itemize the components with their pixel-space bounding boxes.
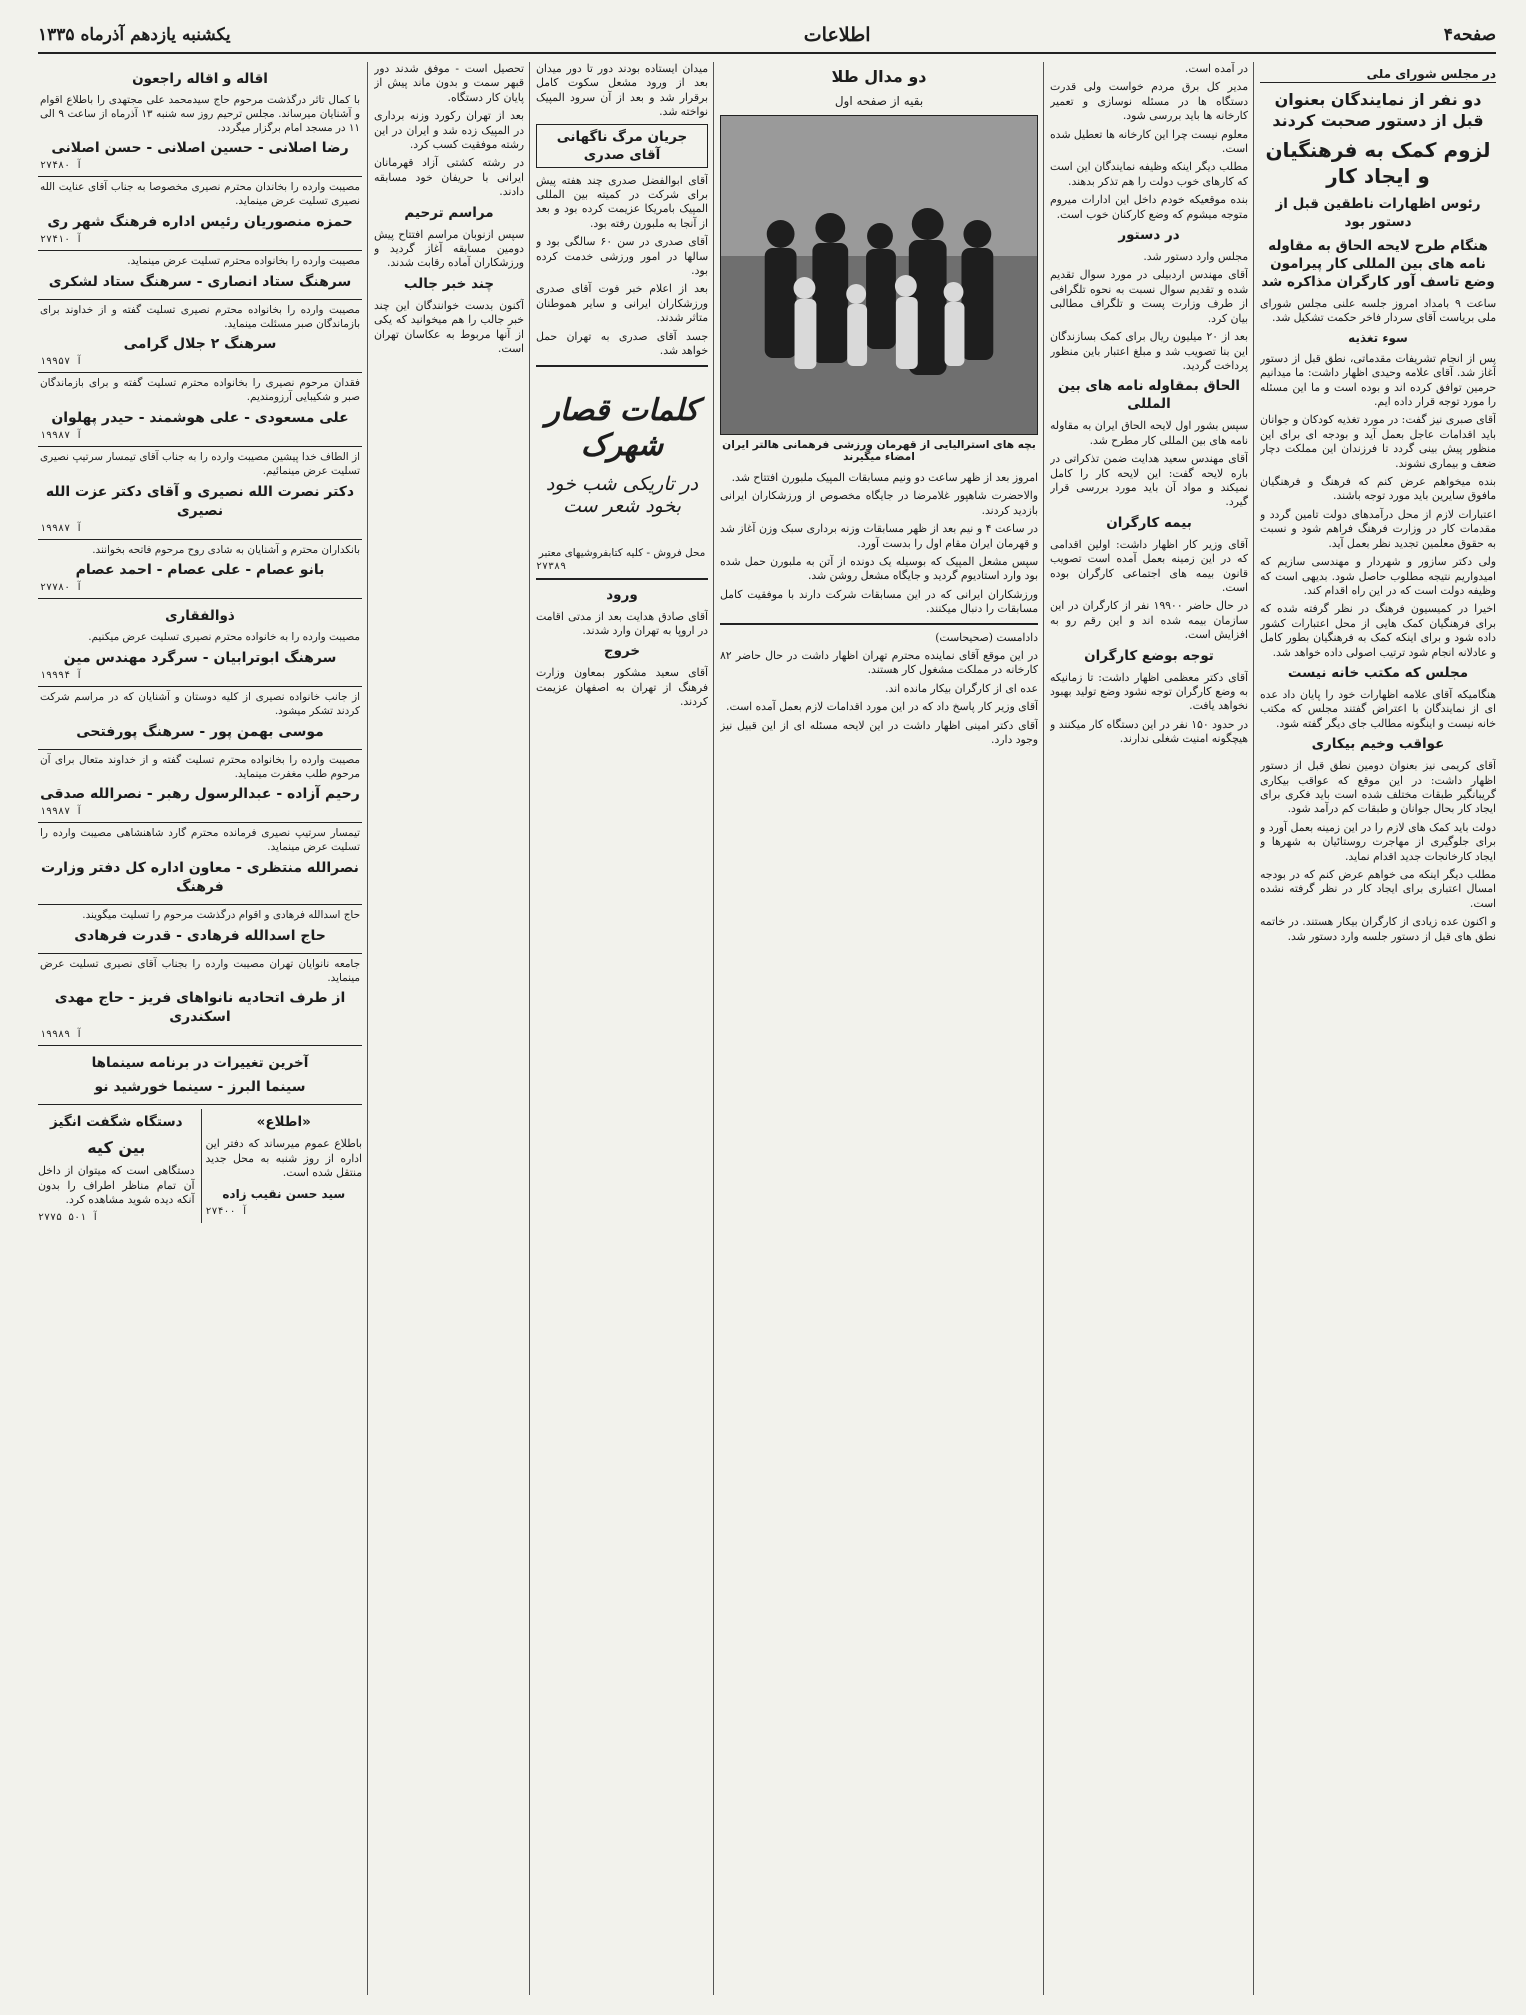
paragraph: آقای مهندس سعید هدایت ضمن تذکراتی در باره لایحه گفت: این لایحه کار را کامل نمیکند و مواد آن باید مورد بررسی قرار گیرد. xyxy=(1050,452,1248,509)
obituary-notice xyxy=(38,251,362,300)
obituary-notice xyxy=(38,599,362,687)
paragraph: آقای دکتر معظمی اظهار داشت: تا زمانیکه به وضع کارگران توجه نشود وضع تولید بهبود نخواهد یافت. xyxy=(1050,670,1248,713)
paragraph: دولت باید کمک های لازم را در این زمینه بعمل آورد و برای جلوگیری از مهاجرت روستائیان به شهرها و ایجاد کارخانجات جدید اقدام نماید. xyxy=(1260,820,1496,863)
column-parliament xyxy=(1260,62,1496,1995)
paragraph: هنگامیکه آقای علامه اظهارات خود را پایان داد عده ای از نمایندگان با اعتراض گفتند مجلس که مکتب خانه نیست و اینگونه مطالب جای دیگر گفته شود. xyxy=(1260,687,1496,730)
news-photo xyxy=(720,115,1038,435)
paragraph: سپس ازنوبان مراسم افتتاح پیش دومین مسابقه آغاز گردید و ورزشکاران آماده رقابت شدند. xyxy=(374,227,524,270)
notice-reference: آ ۱۹۹۸۷ xyxy=(40,806,83,818)
paragraph: دادامست (صحیحاست) xyxy=(935,630,1038,644)
notice-body: تیمسار سرتیپ نصیری فرمانده محترم گارد شاهنشاهی مصیبت وارده را تسلیت عرض مینماید. xyxy=(40,827,360,854)
ad-subtitle: بین کیه xyxy=(87,1138,146,1158)
paragraph: آقای صبری نیز گفت: در مورد تغذیه کودکان و جوانان باید اقدامات عاجل بعمل آید و بودجه ای برای این منظور پیش بینی گردد تا فرزندان این مملکت دچار ضعف و بیماری نشوند. xyxy=(1260,413,1496,470)
notice-body: مصیبت وارده را بخاندان محترم نصیری مخصوصا به جناب آقای عنایت الله نصیری تسلیت عرض مینماید. xyxy=(40,181,360,208)
paragraph: در ساعت ۴ و نیم بعد از ظهر مسابقات وزنه برداری سبک وزن آغاز شد و قهرمان ایران مقام اول را بدست آورد. xyxy=(720,522,1038,550)
paragraph: مدیر کل برق مردم خواست ولی قدرت دستگاه ها در مسئله نوسازی و تعمیر کارخانه ها باید بررسی شود. xyxy=(1050,80,1248,123)
obituary-notice xyxy=(38,905,362,954)
paragraph: عده ای از کارگران بیکار مانده اند. xyxy=(885,681,1038,695)
photo-figures xyxy=(721,116,1037,434)
obituary-notice xyxy=(38,687,362,750)
notice-names: رحیم آزاده - عبدالرسول رهبر - نصرالله صدقی xyxy=(40,786,360,803)
notice-reference: آ ۱۹۹۸۹ xyxy=(40,1029,83,1041)
column-notices xyxy=(38,62,362,1995)
paragraph: مجلس وارد دستور شد. xyxy=(1143,250,1248,264)
bottom-ads xyxy=(38,1109,362,1222)
article-subhead: رئوس اظهارات ناطقین قبل از دستور بود xyxy=(1275,196,1481,230)
paragraph: و اکنون عده زیادی از کارگران بیکار هستند. در خاتمه نطق های قبل از دستور جلسه وارد دستور شد. xyxy=(1260,915,1496,943)
obituary-notice xyxy=(38,300,362,374)
subheading: ورود xyxy=(606,586,638,603)
ad-body: باطلاع عموم میرساند که دفتر این اداره از روز شنبه به محل جدید منتقل شده است. xyxy=(205,1137,362,1180)
book-ad-title: کلمات قصار شهرک xyxy=(545,392,699,463)
paragraph: بعد از ۲۰ میلیون ریال برای کمک بسازندگان این بنا تصویب شد و مبلغ اعتبار باین منظور پرداخت گردید. xyxy=(1050,330,1248,372)
notice-body: از الطاف خدا پیشین مصیبت وارده را به جناب آقای تیمسار سرتیپ نصیری تسلیت عرض مینمائیم. xyxy=(40,450,360,477)
paragraph: آقای ابوالفضل صدری چند هفته پیش برای شرکت در کمیته بین المللی المپیک بامریکا عزیمت کرده بود و بعد از آنجا به ملبورن رفته بود. xyxy=(536,173,708,230)
notice-names: حاج اسدالله فرهادی - قدرت فرهادی xyxy=(74,927,326,944)
paragraph: بنده موقعیکه خودم داخل این ادارات میروم متوجه میشوم که وضع کارکنان خوب است. xyxy=(1050,193,1248,221)
obituary-notice xyxy=(38,750,362,824)
notice-names: موسی بهمن پور - سرهنگ پورفتحی xyxy=(76,723,324,740)
paragraph: اعتبارات لازم از محل درآمدهای دولت تامین گردد و مقدمات کار در وزارت فرهنگ فراهم شود و نسبت به حقوق معلمین تجدید نظر بعمل آید. xyxy=(1260,507,1496,550)
notice-reference: آ ۲۷۴۱۰ xyxy=(40,233,83,245)
paragraph: امروز بعد از ظهر ساعت دو ونیم مسابقات المپیک ملبورن افتتاح شد. xyxy=(731,471,1038,484)
divider xyxy=(536,578,708,580)
notice-title: اقاله و اقاله راجعون xyxy=(132,71,268,87)
paragraph: مطلب دیگر اینکه وظیفه نمایندگان این است که کارهای خوب دولت را هم تذکر بدهند. xyxy=(1050,160,1248,188)
paragraph: آقای وزیر کار اظهار داشت: اولین اقدامی که در این زمینه بعمل آمده است تصویب قانون بیمه های اجتماعی کارگران بوده است. xyxy=(1050,537,1248,594)
notice-body: فقدان مرحوم نصیری را بخانواده محترم تسلیت گفته و برای بازماندگان صبر و شکیبایی آرزومندیم. xyxy=(40,377,360,404)
paragraph: اخیرا در کمیسیون فرهنگ در نظر گرفته شده که برای فرهنگیان کمک هایی از محل اعتبارات کشور داده شود و برای اینکه کمک به فرهنگیان بطور کامل و عادلانه انجام شود ترتیب اصولی داده خواهد شد. xyxy=(1260,602,1496,659)
cinema-notice xyxy=(38,1046,362,1105)
boxed-headline: جریان مرگ ناگهانی آقای صدری xyxy=(536,124,708,168)
paragraph: پس از انجام تشریفات مقدماتی، نطق قبل از دستور آغاز شد. آقای علامه وحیدی اظهار داشت: ما میدانیم حرمین توافق کرده اند و بوده است و ما این مسئله را مورد توجه قرار داده ایم. xyxy=(1260,351,1496,409)
photo-caption: بچه های استرالیایی از قهرمان ورزشی فرهمانی هالتر ایران امضاء میگیرند xyxy=(722,439,1036,463)
divider xyxy=(720,623,1038,625)
paragraph: ساعت ۹ بامداد امروز جلسه علنی مجلس شورای ملی بریاست آقای سردار فاخر حکمت تشکیل شد. xyxy=(1260,297,1496,325)
notice-reference: آ ۱۹۹۵۷ xyxy=(40,356,83,368)
notice-reference: آ ۲۷۷۸۰ xyxy=(40,582,83,594)
notice-body: حاج اسدالله فرهادی و اقوام درگذشت مرحوم را تسلیت میگویند. xyxy=(82,908,360,921)
masthead xyxy=(38,18,1496,54)
paragraph: مطلب دیگر اینکه می خواهم عرض کنم که در بودجه امسال اعتباری برای ایجاد کار در نظر گرفته نشده است. xyxy=(1260,868,1496,910)
book-ad-subtitle: در تاریکی شب خود بخود شعر ست xyxy=(545,472,699,517)
paragraph: والاحضرت شاهپور غلامرضا در جایگاه مخصوص از ورزشکاران ایرانی بازدید کردند. xyxy=(720,489,1038,517)
info-ad xyxy=(201,1109,363,1222)
notice-names: سرهنگ ۲ جلال گرامی xyxy=(123,336,277,353)
subheading: در دستور xyxy=(1118,227,1180,244)
ad-reference: آ ۲۷۴۰۰ xyxy=(205,1205,248,1217)
obituary-notice xyxy=(38,540,362,600)
paragraph: ورزشکاران ایرانی که در این مسابقات شرکت دارند با موفقیت کامل مسابقات را دنبال میکنند. xyxy=(720,587,1038,616)
paragraph: در این موقع آقای نماینده محترم تهران اظهار داشت در حال حاضر ۸۲ کارخانه در مملکت مشغول کار هستند. xyxy=(720,649,1038,677)
paragraph: آقای مهندس اردبیلی در مورد سوال تقدیم شده و تقدیم سوال نسبت به نحوه تلگرافی از طرف وزارت پست و تلگراف مطالبی بیان کرد. xyxy=(1050,268,1248,325)
newspaper-page xyxy=(38,18,1496,2003)
ad-body: دستگاهی است که میتوان از داخل آن تمام مناظر اطراف را بدون آنکه دیده شوید مشاهده کرد. xyxy=(38,1164,195,1207)
ad-title: دستگاه شگفت انگیز xyxy=(49,1114,183,1131)
ad-reference: آ ۵۰۱ ۲۷۷۵ xyxy=(38,1211,99,1223)
divider xyxy=(536,365,708,367)
notice-names: از طرف اتحادیه نانواهای فریز - حاج مهدی اسکندری xyxy=(54,990,346,1026)
column-news xyxy=(374,62,524,1995)
paragraph: بنده میخواهم عرض کنم که فرهنگ و فرهنگیان مافوق سایرین باید مورد توجه باشند. xyxy=(1260,475,1496,503)
notice-reference: آ ۱۹۹۸۷ xyxy=(40,522,83,534)
notice-body: با کمال تاثر درگذشت مرحوم حاج سیدمحمد علی مجتهدی را باطلاع اقوام و آشنایان میرساند. مجلس ترحیم روز سه شنبه ۱۳ آذرماه از ساعت ۹ الی ۱۱ در مسجد امام برگزار میگردد. xyxy=(40,94,360,134)
article-subhead-2: هنگام طرح لایحه الحاق به مقاوله نامه های بین المللی کار پیرامون وضع تاسف آور کارگران مذاکره شد xyxy=(1261,238,1495,290)
subheading: توجه بوضع کارگران xyxy=(1084,647,1214,664)
subheading: مراسم ترحیم xyxy=(404,204,494,221)
article-headline: دو نفر از نمایندگان بعنوان قبل از دستور صحبت کردند xyxy=(1272,90,1484,130)
notice-body: مصیبت وارده را بخانواده محترم نصیری تسلیت گفته و از خداوند برای بازماندگان صبر مسئلت مینماید. xyxy=(40,303,360,330)
paragraph: آقای کریمی نیز بعنوان دومین نطق قبل از دستور اظهار داشت: در این موقع که عواقب بیکاری گریبانگیر طبقات مختلف شده است باید فکری برای ایجاد کار بحال جوانان و طبقات کم درآمد شود. xyxy=(1260,759,1496,816)
article-headline: دو مدال طلا xyxy=(831,67,927,86)
obituary-notice xyxy=(38,447,362,540)
article-byline: بقیه از صفحه اول xyxy=(834,94,924,108)
notice-body: مصیبت وارده را بخانواده محترم تسلیت عرض مینماید. xyxy=(127,254,360,267)
subheading: مجلس که مکتب خانه نیست xyxy=(1287,664,1469,681)
page-number: صفحه۴ xyxy=(1443,25,1496,45)
paragraph: در حال حاضر ۱۹۹۰۰ نفر از کارگران در این سازمان بیمه شده اند و این رقم رو به افزایش است. xyxy=(1050,599,1248,642)
subheading: الحاق بمقاوله نامه های بین المللی xyxy=(1057,378,1241,413)
article-headline-2: لزوم کمک به فرهنگیان و ایجاد کار xyxy=(1265,138,1491,188)
notice-body: از جانب خانواده نصیری از کلیه دوستان و آشنایان که در مراسم شرکت کردند تشکر میشود. xyxy=(40,691,360,717)
column-rule xyxy=(367,62,368,1995)
notice-body: مصیبت وارده را بخانواده محترم تسلیت گفته و از خداوند متعال برای آن مرحوم طلب مغفرت مینماید. xyxy=(40,753,360,780)
paragraph: در حدود ۱۵۰ نفر در این دستگاه کار میکنند و هیچگونه امنیت شغلی ندارند. xyxy=(1050,717,1248,746)
paragraph: سپس مشعل المپیک که بوسیله یک دونده از آتن به ملبورن حمل شده بود وارد استادیوم گردید و جایگاه مشعل روشن شد. xyxy=(720,555,1038,583)
notice-reference: آ ۲۷۴۸۰ xyxy=(40,160,83,172)
column-rule xyxy=(529,62,530,1995)
ad-reference: ۲۷۳۸۹ xyxy=(536,560,567,572)
obituary-notice xyxy=(38,823,362,905)
paragraph: در آمده است. xyxy=(1184,62,1248,75)
paragraph: بعد از اعلام خبر فوت آقای صدری ورزشکاران ایرانی و سایر هموطنان متاثر شدند. xyxy=(536,282,708,325)
notice-title: آخرین تغییرات در برنامه سینماها xyxy=(91,1055,309,1072)
paragraph: آقای صادق هدایت بعد از مدتی اقامت در اروپا به تهران وارد شدند. xyxy=(536,609,708,637)
subheading: چند خبر جالب xyxy=(403,275,495,292)
notice-names: سینما البرز - سینما خورشید نو xyxy=(94,1079,306,1096)
book-ad-footer: محل فروش - کلیه کتابفروشیهای معتبر xyxy=(538,546,706,559)
notice-reference: آ ۱۹۹۹۴ xyxy=(40,670,83,682)
column-rule xyxy=(1253,62,1254,1995)
paragraph: ولی دکتر سازور و شهردار و مهندسی سازیم که امیدواریم نتیجه مطلوب حاصل شود. بدیهی است که وظیفه دولت است که در این راه اقدام کند. xyxy=(1260,555,1496,597)
obituary-notice xyxy=(38,62,362,177)
column-rule xyxy=(713,62,714,1995)
paragraph: بعد از تهران رکورد وزنه برداری در المپیک زده شد و ایران در این رشته موفقیت کسب کرد. xyxy=(374,109,524,152)
notice-reference: آ ۱۹۹۸۷ xyxy=(40,429,83,441)
paragraph: میدان ایستاده بودند دور تا دور میدان بعد از ورود مشعل سکوت کامل برقرار شد و بعد از آن سرود المپیک نواخته شد. xyxy=(536,62,708,119)
notice-title: ذوالفقاری xyxy=(165,608,235,625)
notice-names: دکتر نصرت الله نصیری و آقای دکتر عزت الله نصیری xyxy=(45,483,355,519)
notice-names: بانو عصام - علی عصام - احمد عصام xyxy=(75,562,325,579)
paragraph: در رشته کشتی آزاد قهرمانان ایرانی با حریفان خود مسابقه دادند. xyxy=(374,156,524,199)
column-parliament-cont xyxy=(1050,62,1248,1995)
notice-body: مصیبت وارده را به خانواده محترم نصیری تسلیت عرض میکنیم. xyxy=(88,631,360,644)
subheading: سوء تغذیه xyxy=(1348,330,1408,345)
column-rule xyxy=(1043,62,1044,1995)
paragraph: آقای دکتر امینی اظهار داشت در این لایحه مسئله ای از این قبیل نیز وجود دارد. xyxy=(720,718,1038,747)
subheading: عواقب وخیم بیکاری xyxy=(1311,736,1445,753)
obituary-notice xyxy=(38,373,362,447)
paragraph: آکنون بدست خوانندگان این چند خبر جالب را هم میخوانید که یکی از آنها مربوط به عکاسان تهران است. xyxy=(374,298,524,356)
paragraph: آقای صدری در سن ۶۰ سالگی بود و سالها در امور ورزشی خدمت کرده بود. xyxy=(536,235,708,278)
notice-body: بانکداران محترم و آشنایان به شادی روح مرحوم فاتحه بخوانند. xyxy=(92,543,360,556)
ad-title: «اطلاع» xyxy=(256,1114,311,1131)
obituary-notice xyxy=(38,177,362,251)
subheading: بیمه کارگران xyxy=(1106,514,1192,531)
paragraph: آقای سعید مشکور بمعاون وزارت فرهنگ از تهران به اصفهان عزیمت کردند. xyxy=(536,666,708,709)
notice-names: نصرالله منتظری - معاون اداره کل دفتر وزارت فرهنگ xyxy=(41,859,359,895)
device-ad xyxy=(38,1109,195,1222)
notice-names: سرهنگ ستاد انصاری - سرهنگ ستاد لشکری xyxy=(48,273,352,290)
obituary-notice xyxy=(38,954,362,1047)
notice-names: سرهنگ ابوترابیان - سرگرد مهندس مین xyxy=(63,650,337,667)
notice-names: علی مسعودی - علی هوشمند - حیدر پهلوان xyxy=(51,409,349,426)
paper-name: اطلاعات xyxy=(803,24,871,46)
issue-date: یکشنبه یازدهم آذرماه ۱۳۳۵ xyxy=(38,25,231,45)
paragraph: جسد آقای صدری به تهران حمل خواهد شد. xyxy=(536,329,708,358)
paragraph: تحصیل است - موفق شدند دور قبهر سمت و بدون ماند پیش از پایان کار دستگاه. xyxy=(374,62,524,104)
ad-names: سید حسن نقیب زاده xyxy=(222,1186,346,1201)
subheading: خروج xyxy=(603,643,641,660)
notice-names: حمزه منصوریان رئیس اداره فرهنگ شهر ری xyxy=(47,213,353,230)
notice-names: رضا اصلانی - حسین اصلانی - حسن اصلانی xyxy=(51,140,349,157)
section-kicker: در مجلس شورای ملی xyxy=(1260,66,1496,83)
paragraph: آقای وزیر کار پاسخ داد که در این مورد اقدامات لازم بعمل آمده است. xyxy=(726,700,1038,714)
column-sadri xyxy=(536,62,708,1995)
paragraph: معلوم نیست چرا این کارخانه ها تعطیل شده است. xyxy=(1050,127,1248,156)
paragraph: سپس بشور اول لایحه الحاق ایران به مقاوله نامه های بین المللی کار مطرح شد. xyxy=(1050,419,1248,447)
notice-body: جامعه نانوایان تهران مصیبت وارده را بجناب آقای نصیری تسلیت عرض مینماید. xyxy=(40,957,360,984)
column-olympics xyxy=(720,62,1038,1995)
